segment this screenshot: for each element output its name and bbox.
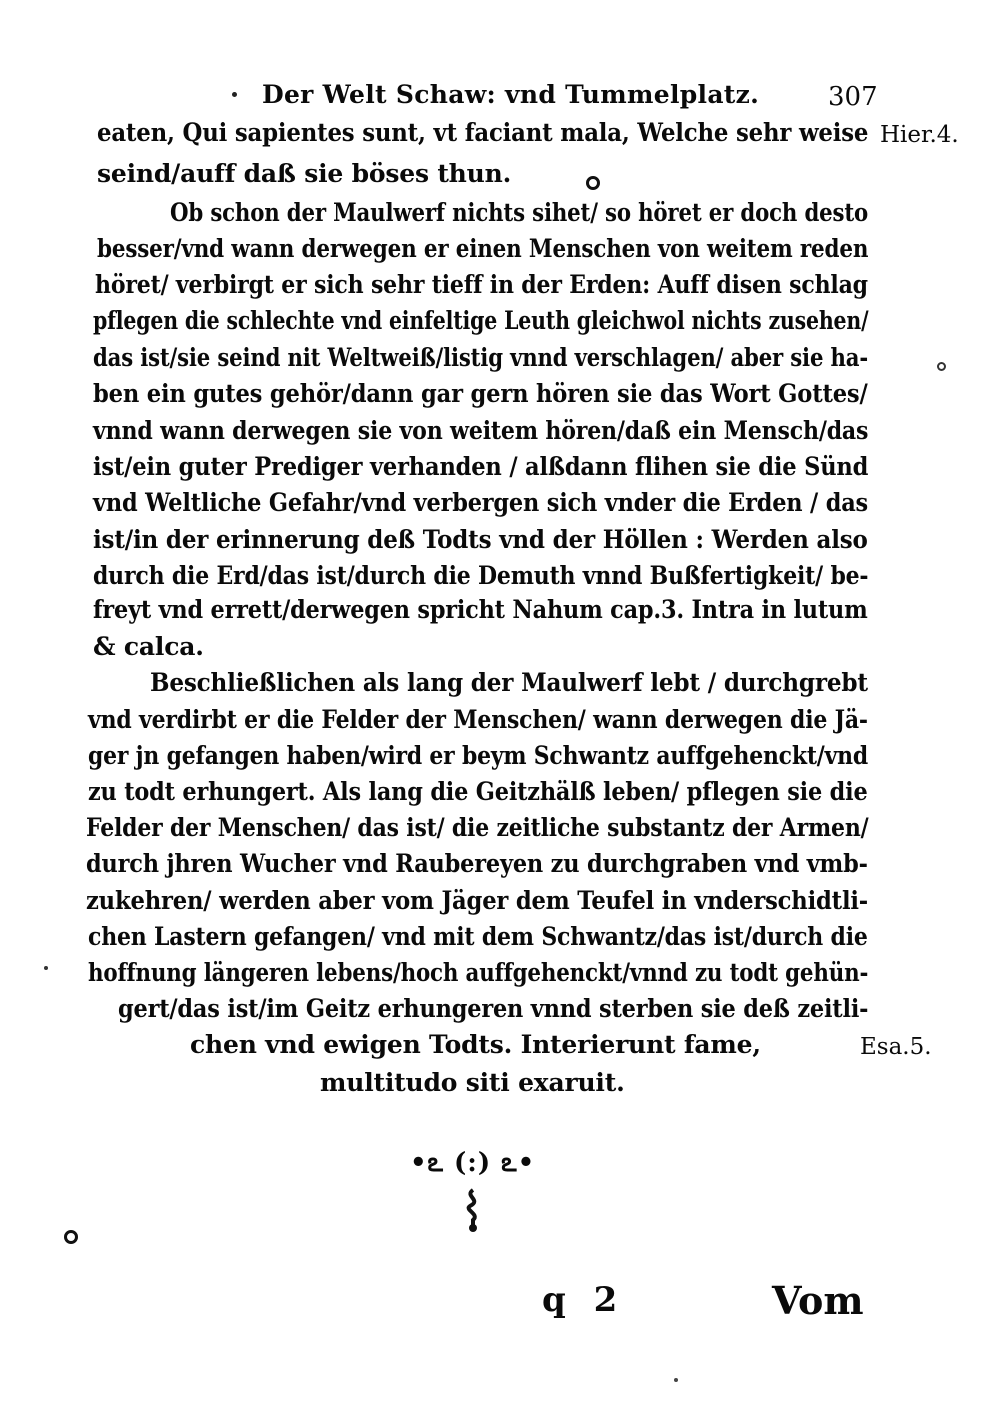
text-line: seind/auff daß sie böses thun. (97, 159, 512, 188)
tailpiece-ornament: •ఽ (:) ఽ• (410, 1148, 536, 1178)
ink-speck (674, 1378, 678, 1382)
margin-note: Hier.4. (880, 122, 959, 148)
text-line: das ist/sie seind nit Weltweiß/listig vnnd verschlagen/ aber sie ha- (93, 343, 868, 372)
text-line: ger jn gefangen haben/wird er beym Schwantz auffgehenckt/vnd (88, 741, 868, 770)
ink-speck (937, 362, 946, 371)
text-line: durch jhren Wucher vnd Raubereyen zu durchgraben vnd vmb- (86, 849, 868, 878)
text-line: zukehren/ werden aber vom Jäger dem Teufel in vnderschidtli- (86, 886, 869, 915)
text-line: chen vnd ewigen Todts. Interierunt fame, (190, 1030, 761, 1059)
text-line: & calca. (93, 632, 204, 661)
ink-speck (586, 176, 600, 190)
running-head: Der Welt Schaw: vnd Tummelplatz. (262, 80, 760, 109)
text-line: eaten, Qui sapientes sunt, vt faciant mala, Welche sehr weise (97, 118, 869, 147)
ink-speck (44, 966, 48, 970)
text-line: chen Lastern gefangen/ vnd mit dem Schwantz/das ist/durch die (88, 922, 868, 951)
text-line: Beschließlichen als lang der Maulwerf lebt / durchgrebt (150, 668, 868, 697)
text-line: höret/ verbirgt er sich sehr tieff in der Erden: Auff disen schlag (95, 270, 868, 299)
text-line: vnd Weltliche Gefahr/vnd verbergen sich vnder die Erden / das (93, 488, 868, 517)
text-line: zu todt erhungert. Als lang die Geitzhälß leben/ pflegen sie die (88, 777, 868, 806)
ink-dot (232, 92, 237, 97)
text-line: durch die Erd/das ist/durch die Demuth vnnd Bußfertigkeit/ be- (93, 561, 869, 590)
text-line: vnd verdirbt er die Felder der Menschen/ wann derwegen die Jä- (88, 705, 868, 734)
ink-speck (64, 1230, 78, 1244)
signature-mark: q 2 (542, 1280, 626, 1320)
flourish-ornament (462, 1188, 484, 1232)
margin-note: Esa.5. (860, 1034, 932, 1060)
text-line: Felder der Menschen/ das ist/ die zeitliche substantz der Armen/ (86, 813, 869, 842)
text-line: Ob schon der Maulwerf nichts sihet/ so höret er doch desto (170, 198, 869, 227)
text-line: vnnd wann derwegen sie von weitem hören/daß ein Mensch/das (93, 416, 869, 445)
text-line: ist/in der erinnerung deß Todts vnd der Höllen : Werden also (93, 525, 868, 554)
text-line: besser/vnd wann derwegen er einen Menschen von weitem reden (97, 234, 869, 263)
text-line: gert/das ist/im Geitz erhungeren vnnd sterben sie deß zeitli- (118, 994, 869, 1023)
text-line: multitudo siti exaruit. (320, 1068, 625, 1097)
page-number: 307 (828, 82, 878, 112)
text-line: freyt vnd errett/derwegen spricht Nahum cap.3. Intra in lutum (93, 595, 868, 624)
text-line: hoffnung längeren lebens/hoch auffgehenckt/vnnd zu todt gehün- (88, 958, 869, 987)
text-line: pflegen die schlechte vnd einfeltige Leuth gleichwol nichts zusehen/ (93, 306, 869, 335)
text-line: ist/ein guter Prediger verhanden / alßdann flihen sie die Sünd (93, 452, 869, 481)
text-line: ben ein gutes gehör/dann gar gern hören sie das Wort Gottes/ (93, 379, 868, 408)
catchword: Vom (772, 1278, 864, 1323)
